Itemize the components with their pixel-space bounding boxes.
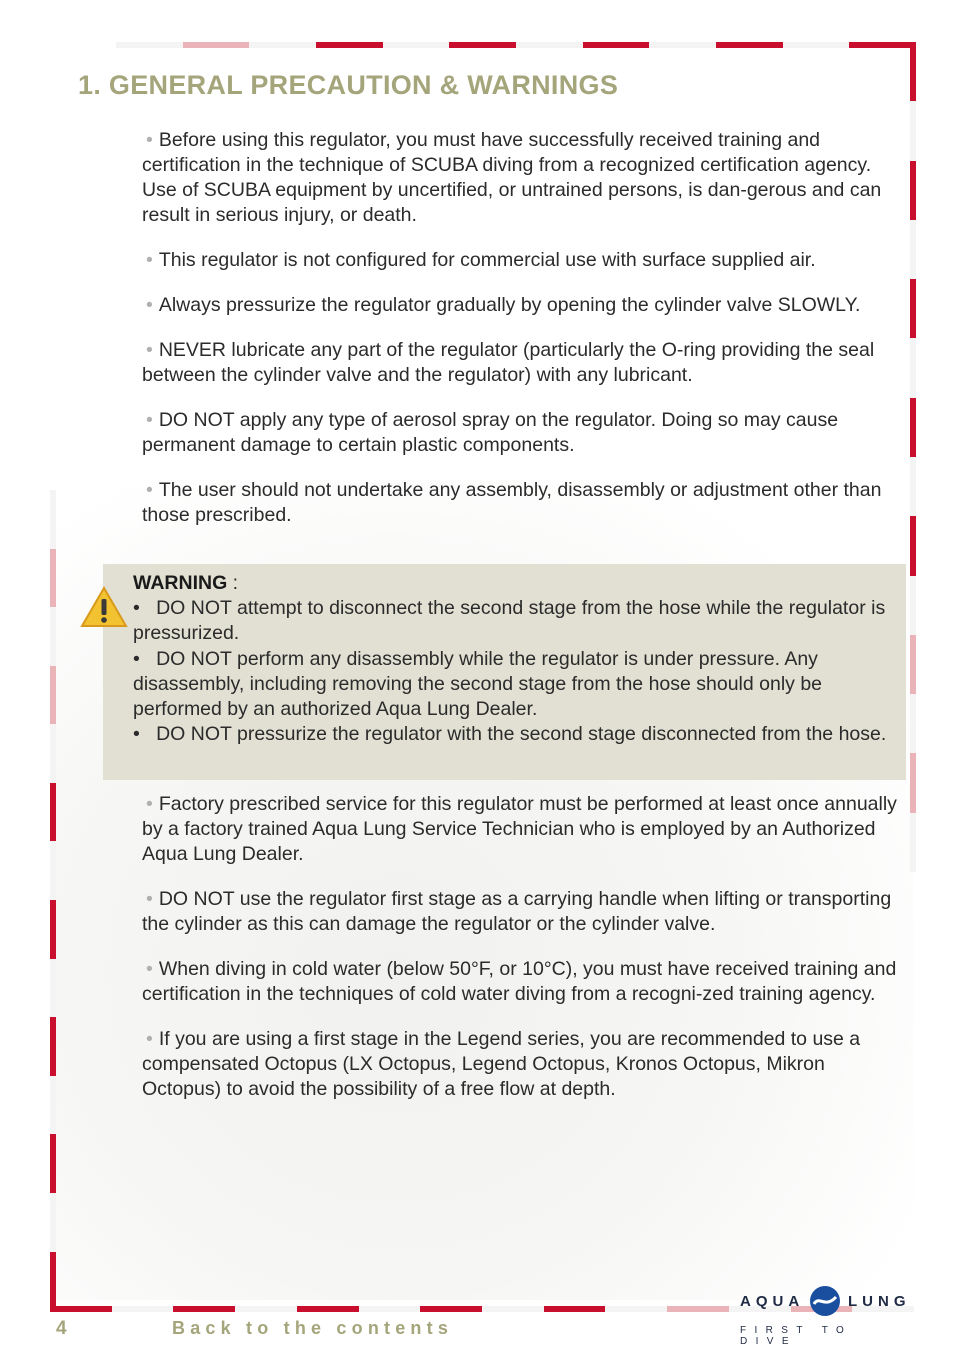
page-border-right: [910, 42, 916, 872]
precautions-list-continued: [142, 792, 898, 1122]
list-item: • Factory prescribed service for this regulator must be performed at least once annually by a factory trained Aqua Lung Service Technician who is employed by an Authorized Aqua Lung Dealer.: [142, 793, 897, 865]
list-item: • NEVER lubricate any part of the regulator (particularly the O-ring providing the seal between the cylinder valve and the regulator) with any lubricant.: [142, 339, 875, 386]
back-to-contents-link[interactable]: Back to the contents: [172, 1318, 454, 1338]
page-number: 4: [56, 1318, 67, 1339]
logo-text-lung: LUNG: [848, 1293, 911, 1310]
warning-item: • DO NOT pressurize the regulator with the second stage disconnected from the hose.: [133, 723, 887, 746]
warning-item: • DO NOT attempt to disconnect the second stage from the hose while the regulator is pressurized.: [133, 597, 886, 645]
list-item: • This regulator is not configured for commercial use with surface supplied air.: [146, 249, 816, 271]
warning-item: • DO NOT perform any disassembly while the regulator is under pressure. Any disassembly, including removing the second stage from the hose should only be performed by an authorized Aqua Lung Dealer.: [133, 647, 823, 721]
list-item: • If you are using a first stage in the Legend series, you are recommended to use a compensated Octopus (LX Octopus, Legend Octopus, Kronos Octopus, Mikron Octopus) to avoid the possibility of a free flow at depth.: [142, 1028, 861, 1100]
warning-triangle-icon: [80, 585, 128, 629]
warning-title: WARNING: [133, 572, 228, 594]
page-border-left: [50, 490, 56, 1310]
list-item: • The user should not undertake any assembly, disassembly or adjustment other than those prescribed.: [142, 479, 882, 526]
page-title: 1. GENERAL PRECAUTION & WARNINGS: [78, 70, 619, 100]
precautions-list: [142, 128, 898, 548]
logo-text-aqua: AQUA: [740, 1293, 805, 1310]
list-item: • DO NOT use the regulator first stage as a carrying handle when lifting or transporting the cylinder as this can damage the regulator or the cylinder valve.: [142, 888, 892, 935]
aqua-lung-logo: [738, 1284, 911, 1347]
list-item: • DO NOT apply any type of aerosol spray on the regulator. Doing so may cause permanent damage to certain plastic components.: [142, 409, 839, 456]
list-item: • When diving in cold water (below 50°F, or 10°C), you must have received training and certification in the techniques of cold water diving from a recogni-zed training agency.: [142, 958, 897, 1005]
warning-content: WARNING : • DO NOT attempt to disconnect the second stage from the hose while the regulator is pressurized. • DO NOT perform any disassembly while the regulator is under pressure. Any disassembly, including removing the second stage from the hose should only be performed by an authorized Aqua Lung Dealer. • DO NOT pressurize the regulator with the second stage disconnected from the hose.: [133, 571, 893, 747]
logo-tagline: FIRST TO DIVE: [740, 1325, 853, 1347]
wave-logo-icon: [808, 1284, 842, 1318]
page-border-top: [116, 42, 916, 48]
list-item: • Always pressurize the regulator gradually by opening the cylinder valve SLOWLY.: [146, 294, 861, 316]
list-item: • Before using this regulator, you must have successfully received training and certification in the technique of SCUBA diving from a recognized certification agency. Use of SCUBA equipment by uncertified, or untrained persons, is dan-gerous and can result in serious injury, or death.: [142, 129, 882, 226]
